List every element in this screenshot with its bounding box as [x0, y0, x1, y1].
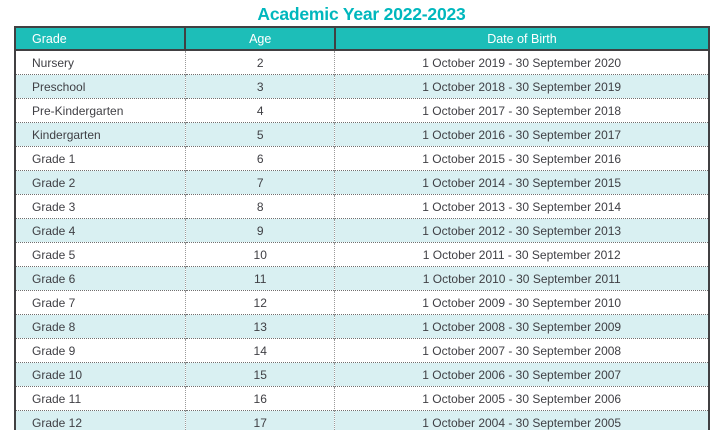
grade-cell: Grade 5 — [15, 243, 185, 267]
age-cell: 17 — [185, 411, 334, 430]
table-row — [15, 243, 709, 267]
grade-cell: Grade 11 — [15, 387, 185, 411]
column-header-grade: Grade — [15, 27, 185, 50]
age-cell: 13 — [185, 315, 334, 339]
table-row — [15, 339, 709, 363]
date-of-birth-cell: 1 October 2014 - 30 September 2015 — [335, 171, 709, 195]
grade-cell: Grade 10 — [15, 363, 185, 387]
age-cell: 16 — [185, 387, 334, 411]
grade-cell: Grade 3 — [15, 195, 185, 219]
column-header-date-of-birth: Date of Birth — [335, 27, 709, 50]
date-of-birth-cell: 1 October 2011 - 30 September 2012 — [335, 243, 709, 267]
date-of-birth-cell: 1 October 2004 - 30 September 2005 — [335, 411, 709, 430]
table-row — [15, 315, 709, 339]
grade-cell: Grade 8 — [15, 315, 185, 339]
table-row — [15, 147, 709, 171]
table-row — [15, 99, 709, 123]
date-of-birth-cell: 1 October 2016 - 30 September 2017 — [335, 123, 709, 147]
age-cell: 12 — [185, 291, 334, 315]
date-of-birth-cell: 1 October 2012 - 30 September 2013 — [335, 219, 709, 243]
table-row — [15, 387, 709, 411]
table-row — [15, 195, 709, 219]
grade-cell: Grade 9 — [15, 339, 185, 363]
table-row — [15, 50, 709, 75]
age-cell: 14 — [185, 339, 334, 363]
grade-cell: Grade 6 — [15, 267, 185, 291]
age-cell: 7 — [185, 171, 334, 195]
age-cell: 2 — [185, 50, 334, 75]
table-row — [15, 171, 709, 195]
date-of-birth-cell: 1 October 2015 - 30 September 2016 — [335, 147, 709, 171]
academic-year-table — [14, 26, 710, 430]
date-of-birth-cell: 1 October 2019 - 30 September 2020 — [335, 50, 709, 75]
date-of-birth-cell: 1 October 2005 - 30 September 2006 — [335, 387, 709, 411]
date-of-birth-cell: 1 October 2017 - 30 September 2018 — [335, 99, 709, 123]
age-cell: 15 — [185, 363, 334, 387]
table-row — [15, 411, 709, 430]
grade-cell: Preschool — [15, 75, 185, 99]
age-cell: 8 — [185, 195, 334, 219]
page-title: Academic Year 2022-2023 — [257, 4, 466, 24]
grade-cell: Kindergarten — [15, 123, 185, 147]
table-body — [15, 50, 709, 430]
grade-cell: Grade 1 — [15, 147, 185, 171]
age-cell: 3 — [185, 75, 334, 99]
table-header-row — [15, 27, 709, 50]
date-of-birth-cell: 1 October 2008 - 30 September 2009 — [335, 315, 709, 339]
date-of-birth-cell: 1 October 2018 - 30 September 2019 — [335, 75, 709, 99]
date-of-birth-cell: 1 October 2009 - 30 September 2010 — [335, 291, 709, 315]
age-cell: 4 — [185, 99, 334, 123]
table-row — [15, 219, 709, 243]
age-cell: 10 — [185, 243, 334, 267]
table-row — [15, 363, 709, 387]
date-of-birth-cell: 1 October 2010 - 30 September 2011 — [335, 267, 709, 291]
grade-cell: Grade 2 — [15, 171, 185, 195]
column-header-age: Age — [185, 27, 334, 50]
table-row — [15, 123, 709, 147]
table-row — [15, 267, 709, 291]
table-row — [15, 291, 709, 315]
grade-cell: Grade 4 — [15, 219, 185, 243]
age-cell: 6 — [185, 147, 334, 171]
grade-cell: Pre-Kindergarten — [15, 99, 185, 123]
date-of-birth-cell: 1 October 2007 - 30 September 2008 — [335, 339, 709, 363]
date-of-birth-cell: 1 October 2006 - 30 September 2007 — [335, 363, 709, 387]
age-cell: 9 — [185, 219, 334, 243]
grade-cell: Nursery — [15, 50, 185, 75]
table-row — [15, 75, 709, 99]
grade-cell: Grade 12 — [15, 411, 185, 430]
date-of-birth-cell: 1 October 2013 - 30 September 2014 — [335, 195, 709, 219]
age-cell: 5 — [185, 123, 334, 147]
age-cell: 11 — [185, 267, 334, 291]
grade-cell: Grade 7 — [15, 291, 185, 315]
